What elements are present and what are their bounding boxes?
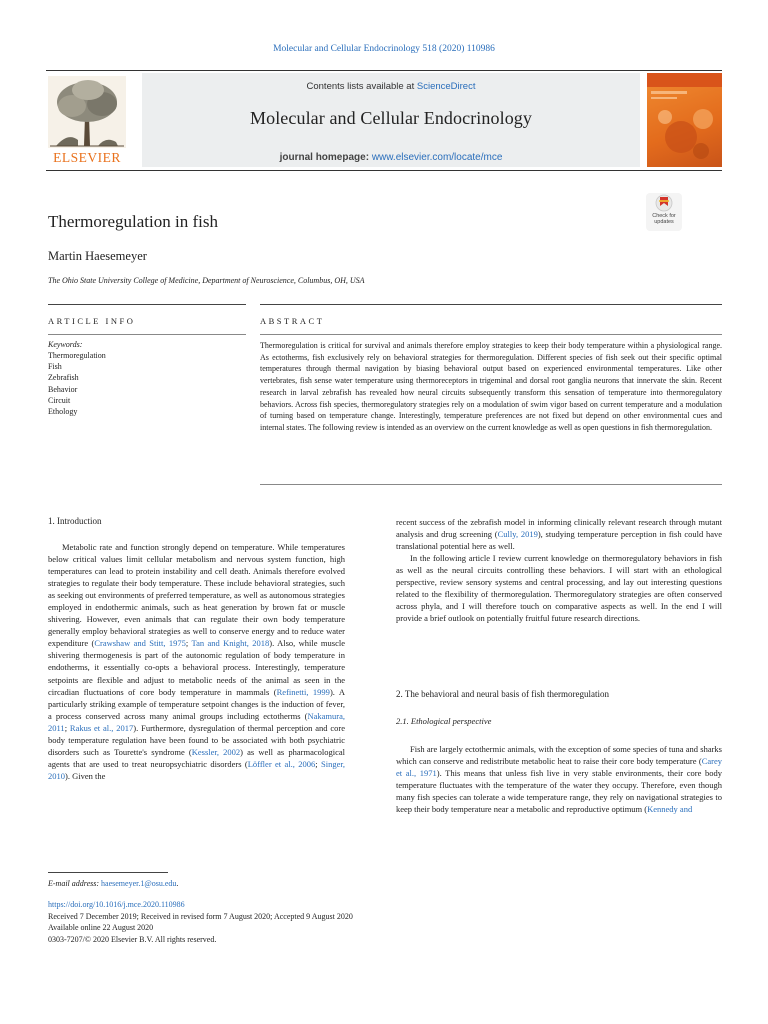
intro-text: ), studying temperature perception in fish could have translational potential here as well. [396, 529, 723, 552]
section-2-heading: 2. The behavioral and neural basis of fish thermoregulation [396, 689, 610, 699]
intro-text: ) as well as pharmacological agents that are used to treat neuropsychiatric disorders ( [48, 746, 345, 769]
author-name[interactable]: Martin Haesemeyer [48, 249, 147, 263]
keywords-list [48, 350, 106, 417]
citation-link[interactable]: Tan and Knight, 2018 [191, 638, 270, 649]
intro-text: ). A particularly striking example of temperature setpoint changes is the induction of fever, a process conserved across many animal groups including ectotherms ( [48, 686, 346, 721]
intro-text: Metabolic rate and function strongly depend on temperature. While temperatures below critical values limit cellular metabolism and nervous system function, high temperatures can lead to protein instability and cell death. Animals therefore evolved strategies to regulate their body temperature. These include behavioral strategies, such as seeking out environments of preferred temperature, as well as autonomous strategies employed in endothermic animals, such as heat generation by brown fat or muscle shivering. However, even animals that can regulate their own body temperature generally employ behavioral strategies as well to conserve energy and to reduce water expenditure ( [48, 542, 345, 649]
keyword-item: Thermoregulation [48, 351, 106, 360]
masthead-top-rule [46, 70, 722, 71]
keyword-item: Behavior [48, 384, 78, 394]
footnote-email-line [48, 879, 178, 888]
citation-link[interactable]: Kessler, 2002 [191, 746, 241, 757]
keyword-item: Ethology [48, 407, 78, 417]
citation-link[interactable]: Singer, 2010 [48, 758, 345, 781]
intro-text: recent success of the zebrafish model in informing clinically relevant research through mutant analysis and drug screening ( [396, 517, 722, 540]
citation-link[interactable]: Carey et al., 1971 [396, 756, 722, 779]
citation-separator: ; [315, 758, 322, 769]
keyword-item: Circuit [48, 395, 71, 405]
article-info-top-rule [48, 304, 246, 305]
journal-cover-thumbnail[interactable] [647, 73, 722, 167]
citation-separator: ; [185, 638, 192, 649]
article-info-mid-rule [48, 334, 246, 335]
keyword-item: Fish [48, 362, 62, 372]
author-affiliation: The Ohio State University College of Medicine, Department of Neuroscience, Columbus, OH, USA [48, 276, 365, 285]
article-info-heading: ARTICLE INFO [48, 316, 136, 326]
citation-link[interactable]: Rakus et al., 2017 [69, 722, 134, 733]
section-1-heading: 1. Introduction [48, 516, 102, 526]
citation-link[interactable]: Refinetti, 1999 [276, 686, 330, 697]
homepage-label: journal homepage: [279, 152, 372, 163]
citation-link[interactable]: Cully, 2019 [497, 529, 538, 540]
abstract-heading: ABSTRACT [260, 316, 325, 326]
abstract-top-rule [260, 304, 722, 305]
email-suffix: . [176, 879, 179, 888]
right-column-text [396, 516, 722, 624]
article-title: Thermoregulation in fish [48, 212, 218, 231]
elsevier-wordmark[interactable]: ELSEVIER [53, 150, 121, 165]
masthead-bottom-rule [46, 170, 722, 171]
footnote-publication-info [48, 899, 353, 945]
cover-art-icon [647, 73, 722, 167]
running-header[interactable]: Molecular and Cellular Endocrinology 518 (2020) 110986 [273, 44, 495, 54]
citation-link[interactable]: Löffler et al., 2006 [247, 758, 316, 769]
received-dates: Received 7 December 2019; Received in revised form 7 August 2020; Accepted 9 August 2020 [48, 911, 353, 921]
abstract-bottom-rule [260, 484, 722, 485]
check-for-updates-label: Check for updates [652, 213, 676, 225]
citation-separator: ; [64, 722, 70, 733]
intro-text: ). Also, while muscle shivering thermogenesis is part of the autonomic regulation of body temperature in endotherms, it essentially co-opts a behavioral process. Interestingly, temperature setpoints are flexible and adjust to metabolic needs of the animal as seen in the circadian fluctuations of core body temperature in mammals ( [48, 638, 345, 697]
check-updates-icon [646, 193, 682, 213]
intro-text: ). Furthermore, dysregulation of thermal perception and core body temperature regulation have been found to be associated with both psychiatric disorders such as Tourette's syndrome ( [48, 722, 345, 757]
intro-text: ). Given the [65, 770, 106, 781]
doi-link[interactable]: https://doi.org/10.1016/j.mce.2020.110986 [48, 900, 185, 909]
section-text: ). This means that unless fish live in very stable environments, their core body temperature fluctuates with the temperature of the water they occupy. Therefore, even though many fish species can tolerate a wide temperature range, they rely on navigational strategies to keep their body temperature near a metabolic and reproductive optimum ( [396, 768, 722, 815]
citation-link[interactable]: Crawshaw and Stitt, 1975 [94, 638, 186, 649]
section-text: Fish are largely ectothermic animals, with the exception of some species of tuna and sharks which can conserve and redistribute metabolic heat to raise their core body temperature ( [396, 744, 722, 767]
keyword-item: Zebrafish [48, 373, 79, 383]
intro-continuation [396, 516, 722, 552]
footnote-rule [48, 872, 168, 873]
journal-title: Molecular and Cellular Endocrinology [249, 108, 533, 128]
sciencedirect-link[interactable]: ScienceDirect [416, 81, 476, 92]
contents-line [142, 81, 640, 92]
intro-paragraph-2: In the following article I review current knowledge on thermoregulatory behaviors in fish as well as the neural circuits controlling these behaviors. I will start with an ethological perspective, review sensory systems and central processing, and lay out interesting questions related to the flexibility of thermoregulation. Thermoregulatory strategies are often conserved across phyla, and I will therefore touch on comparative aspects as well. In the end I will provide a brief outlook on potentially fruitful future research directions. [396, 553, 722, 624]
intro-paragraph [48, 541, 345, 782]
left-column-text [48, 541, 345, 782]
citation-link[interactable]: Kennedy and [647, 804, 693, 815]
author-email-link[interactable]: haesemeyer.1@osu.edu [101, 879, 177, 888]
journal-homepage-line [142, 152, 640, 163]
abstract-text: Thermoregulation is critical for survival and animals therefore employ strategies to keep their body temperature within a physiological range. As ectotherms, fish exclusively rely on behavioral strategies for thermoregulation. Different species of fish seek out their specific optimal temperatures through thermal navigation by biasing behavioral output based on experienced environmental temperatures. Like other vertebrates, fish sense water temperature using thermoreceptors in trigeminal and dorsal root ganglia neurons that innervate the skin. Recent research in larval zebrafish has revealed how neural circuits subsequently transform this sensation of temperature into thermoregulatory behaviors. Across fish species, thermoregulatory strategies rely on a modulation of swim vigor based on current temperature and a modulation of turning based on temperature change. Interestingly, temperature preferences are not fixed but depend on other environmental cues and internal states. The following review is intended as an overview on the current knowledge as well as open questions in fish thermoregulation. [260, 341, 722, 432]
available-online-date: Available online 22 August 2020 [48, 923, 154, 932]
keywords-label: Keywords: [48, 340, 83, 349]
subsection-2-1-heading: 2.1. Ethological perspective [396, 716, 492, 726]
ethology-paragraph [396, 743, 722, 815]
check-for-updates-button[interactable] [646, 193, 682, 231]
contents-prefix: Contents lists available at [306, 81, 417, 92]
citation-link[interactable]: Nakamura, 2011 [48, 710, 345, 733]
copyright-line: 0303-7207/© 2020 Elsevier B.V. All rights reserved. [48, 934, 217, 944]
abstract-mid-rule [260, 334, 722, 335]
email-label: E-mail address: [48, 879, 102, 888]
section-2-text [396, 743, 722, 815]
homepage-link[interactable]: www.elsevier.com/locate/mce [371, 152, 503, 163]
